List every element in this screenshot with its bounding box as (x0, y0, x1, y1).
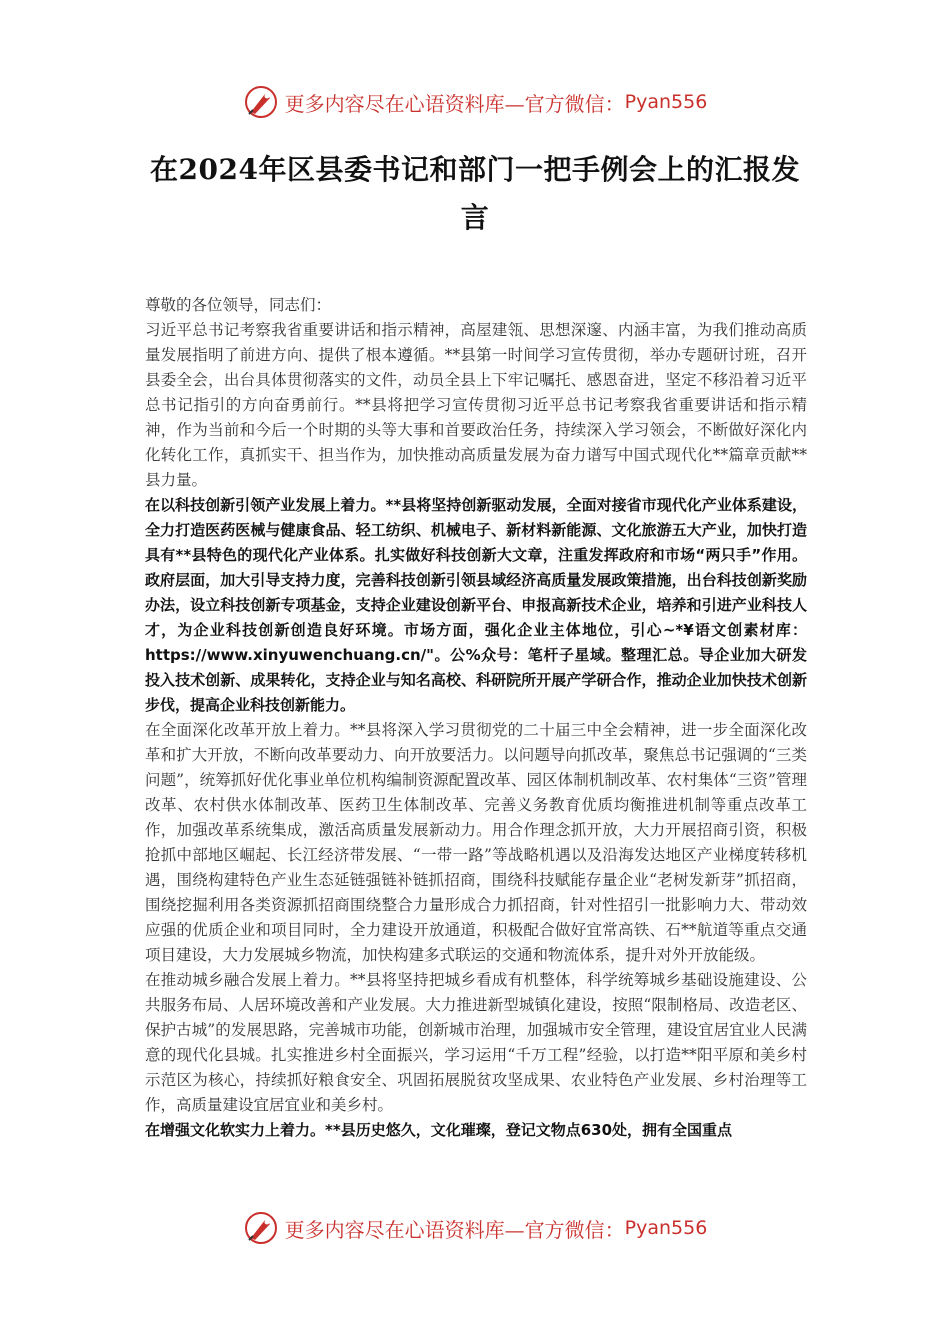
pen-nib-icon (243, 84, 279, 120)
document-title: 在2024年区县委书记和部门一把手例会上的汇报发言 (150, 153, 800, 234)
header-banner-wechat-id: Pyan556 (624, 91, 708, 113)
header-banner-text: 更多内容尽在心语资料库—官方微信： (284, 91, 625, 116)
paragraph-culture: 在增强文化软实力上着力。**县历史悠久，文化璀璨，登记文物点630处，拥有全国重点 (145, 1121, 733, 1139)
pen-nib-icon (243, 1210, 279, 1246)
footer-banner-text: 更多内容尽在心语资料库—官方微信： (284, 1217, 625, 1242)
salutation: 尊敬的各位领导，同志们： (145, 296, 332, 314)
paragraph-intro: 习近平总书记考察我省重要讲话和指示精神，高屋建瓴、思想深邃、内涵丰富，为我们推动高质量发展指明了前进方向、提供了根本遵循。**县第一时间学习宣传贯彻，举办专题研讨班，召开县委全会，出台具体贯彻落实的文件，动员全县上下牢记嘱托、感恩奋进，坚定不移沿着习近平总书记指引的方向奋勇前行。**县将把学习宣传贯彻习近平总书记考察我省重要讲话和指示精神，作为当前和今后一个时期的头等大事和首要政治任务，持续深入学习领会，不断做好深化内化转化工作，真抓实干、担当作为，加快推动高质量发展为奋力谱写中国式现代化**篇章贡献**县力量。 (145, 321, 807, 489)
paragraph-reform-opening: 在全面深化改革开放上着力。**县将深入学习贯彻党的二十届三中全会精神，进一步全面深化改革和扩大开放，不断向改革要动力、向开放要活力。以问题导向抓改革，聚焦总书记强调的“三类问题”，统筹抓好优化事业单位机构编制资源配置改革、园区体制机制改革、农村集体“三资”管理改革、农村供水体制改革、医药卫生体制改革、完善义务教育优质均衡推进机制等重点改革工作，加强改革系统集成，激活高质量发展新动力。用合作理念抓开放，大力开展招商引资，积极抢抓中部地区崛起、长江经济带发展、“一带一路”等战略机遇以及沿海发达地区产业梯度转移机遇，围绕构建特色产业生态延链强链补链抓招商，围绕科技赋能存量企业“老树发新芽”抓招商，围绕挖掘利用各类资源抓招商围绕整合力量形成合力抓招商，针对性招引一批影响力大、带动效应强的优质企业和项目同时，全力建设开放通道，积极配合做好宜常高铁、石**航道等重点交通项目建设，大力发展城乡物流，加快构建多式联运的交通和物流体系，提升对外开放能级。 (145, 721, 807, 964)
paragraph-urban-rural: 在推动城乡融合发展上着力。**县将坚持把城乡看成有机整体，科学统筹城乡基础设施建设、公共服务布局、人居环境改善和产业发展。大力推进新型城镇化建设，按照“限制格局、改造老区、保护古城”的发展思路，完善城市功能，创新城市治理，加强城市安全管理，建设宜居宜业人民满意的现代化县城。扎实推进乡村全面振兴，学习运用“千万工程”经验，以打造**阳平原和美乡村示范区为核心，持续抓好粮食安全、巩固拓展脱贫攻坚成果、农业特色产业发展、乡村治理等工作，高质量建设宜居宜业和美乡村。 (145, 971, 807, 1114)
document-body (145, 293, 807, 1143)
footer-banner-wechat-id: Pyan556 (624, 1217, 708, 1239)
paragraph-tech-innovation: 在以科技创新引领产业发展上着力。**县将坚持创新驱动发展，全面对接省市现代化产业体系建设，全力打造医药医械与健康食品、轻工纺织、机械电子、新材料新能源、文化旅游五大产业，加快打造具有**县特色的现代化产业体系。扎实做好科技创新大文章，注重发挥政府和市场“两只手”作用。政府层面，加大引导支持力度，完善科技创新引领县域经济高质量发展政策措施，出台科技创新奖励办法，设立科技创新专项基金，支持企业建设创新平台、申报高新技术企业，培养和引进产业科技人才，为企业科技创新创造良好环境。市场方面，强化企业主体地位，引心~*¥语文创素材库：https://www.xinyuwenchuang.cn/"。公%众号：笔杆子星域。整理汇总。导企业加大研发投入技术创新、成果转化，支持企业与知名高校、科研院所开展产学研合作，推动企业加快技术创新步伐，提高企业科技创新能力。 (145, 496, 807, 714)
header-banner (0, 82, 950, 122)
footer-banner (0, 1208, 950, 1248)
